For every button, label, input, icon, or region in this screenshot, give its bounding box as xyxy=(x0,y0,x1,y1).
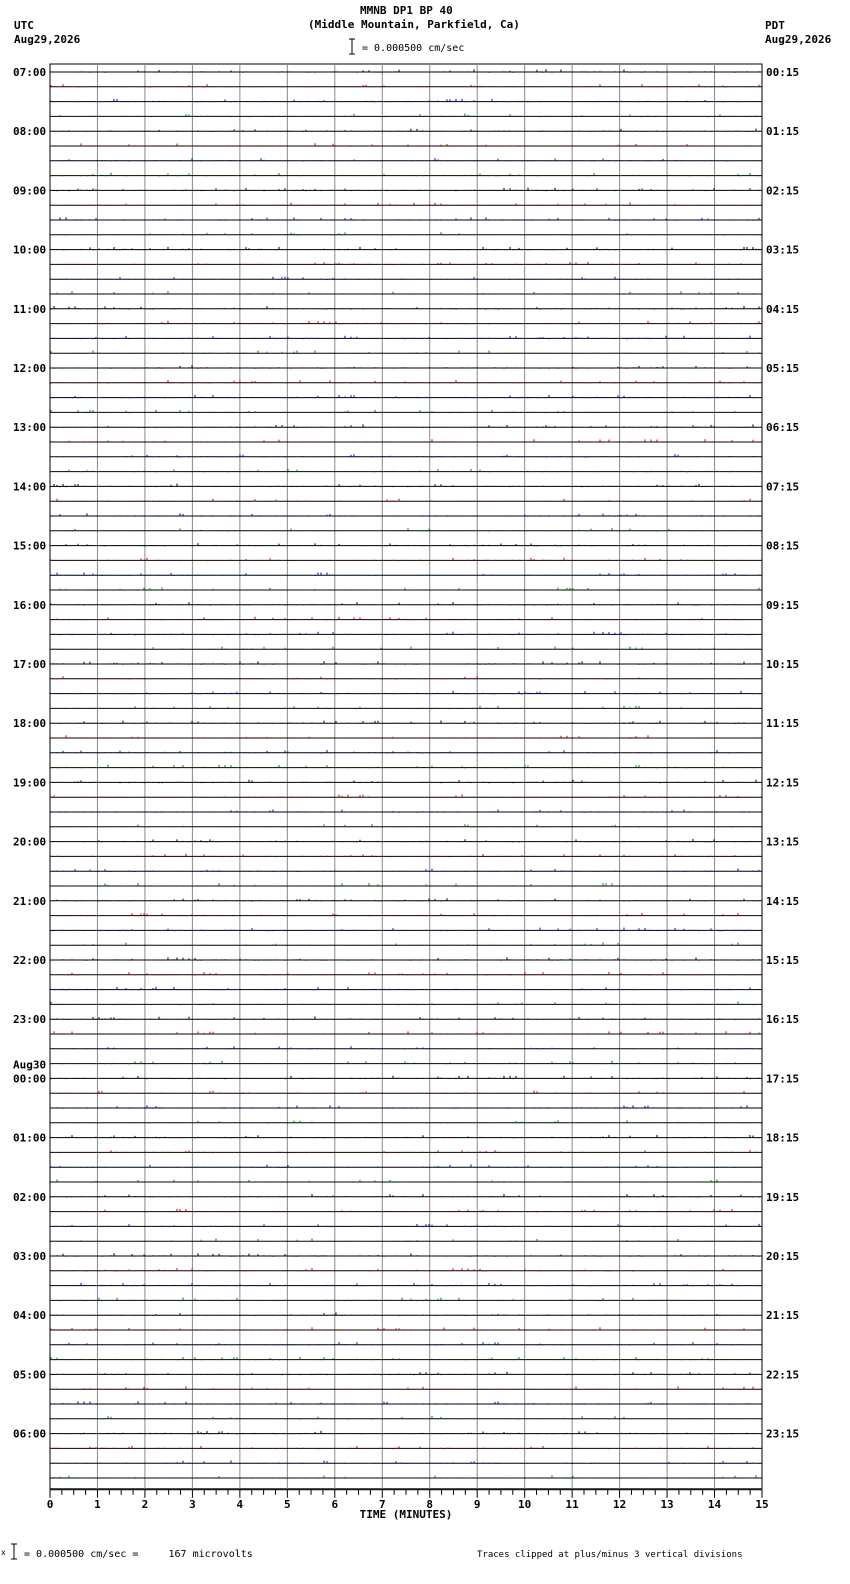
time-tick-label: 1 xyxy=(94,1497,101,1511)
time-tick-label: 5 xyxy=(284,1497,291,1511)
utc-hour-label: 21:00 xyxy=(13,894,47,908)
time-tick-label: 4 xyxy=(236,1497,244,1511)
station-title: MMNB DP1 BP 40 xyxy=(360,4,453,17)
time-tick-label: 8 xyxy=(426,1497,434,1511)
utc-hour-label: 12:00 xyxy=(13,362,47,375)
utc-hour-label: 15:00 xyxy=(13,539,47,553)
time-tick-label: 14 xyxy=(707,1497,722,1511)
utc-hour-label: 20:00 xyxy=(13,835,47,849)
utc-hour-label: 07:00 xyxy=(13,66,47,79)
left-date: Aug29,2026 xyxy=(14,33,81,46)
utc-hour-label: 19:00 xyxy=(13,776,47,790)
pdt-hour-label: 05:15 xyxy=(766,362,800,375)
pdt-hour-label: 04:15 xyxy=(766,302,800,316)
pdt-hour-label: 22:15 xyxy=(766,1368,800,1382)
footer-scale-label: = 0.000500 cm/sec = 167 microvolts xyxy=(24,1549,253,1560)
utc-date-label: Aug30 xyxy=(13,1058,47,1072)
utc-hour-label: 18:00 xyxy=(13,717,47,731)
utc-hour-label: 22:00 xyxy=(13,954,47,967)
pdt-hour-label: 02:15 xyxy=(766,184,800,198)
time-tick-label: 11 xyxy=(565,1497,579,1511)
right-date: Aug29,2026 xyxy=(765,33,832,46)
footer-small-glyph: x xyxy=(1,1548,6,1557)
pdt-hour-label: 21:15 xyxy=(766,1309,800,1323)
utc-hour-label: 06:00 xyxy=(13,1427,47,1441)
pdt-hour-label: 10:15 xyxy=(766,658,800,671)
time-tick-label: 12 xyxy=(612,1497,627,1511)
pdt-hour-label: 14:15 xyxy=(766,894,800,908)
pdt-hour-label: 12:15 xyxy=(766,776,800,790)
pdt-hour-label: 07:15 xyxy=(766,480,800,494)
utc-hour-label: 09:00 xyxy=(13,184,47,198)
footer-scale-bar-icon xyxy=(10,1543,18,1561)
pdt-hour-label: 17:15 xyxy=(766,1072,800,1086)
footer-clip-note: Traces clipped at plus/minus 3 vertical divisions xyxy=(477,1550,743,1560)
utc-hour-label: 05:00 xyxy=(13,1368,47,1382)
plot-frame xyxy=(50,64,762,1489)
time-tick-label: 6 xyxy=(331,1497,339,1511)
pdt-hour-label: 16:15 xyxy=(766,1013,800,1027)
utc-hour-label: 10:00 xyxy=(13,243,47,257)
left-timezone: UTC xyxy=(14,19,34,32)
pdt-hour-label: 08:15 xyxy=(766,539,800,553)
pdt-hour-label: 13:15 xyxy=(766,835,800,849)
utc-hour-label: 02:00 xyxy=(13,1190,47,1204)
right-timezone: PDT xyxy=(765,19,785,32)
utc-hour-label: 16:00 xyxy=(13,598,47,612)
time-tick-label: 2 xyxy=(141,1497,149,1511)
time-tick-label: 0 xyxy=(46,1497,54,1511)
time-tick-label: 15 xyxy=(755,1497,769,1511)
pdt-hour-label: 06:15 xyxy=(766,421,800,435)
pdt-hour-label: 18:15 xyxy=(766,1131,800,1145)
pdt-hour-label: 11:15 xyxy=(766,717,800,731)
pdt-hour-label: 20:15 xyxy=(766,1250,800,1263)
pdt-hour-label: 01:15 xyxy=(766,125,800,139)
time-tick-label: 10 xyxy=(518,1497,532,1511)
location-subtitle: (Middle Mountain, Parkfield, Ca) xyxy=(308,18,520,31)
utc-hour-label: 04:00 xyxy=(13,1309,47,1323)
utc-hour-label: 11:00 xyxy=(13,302,47,316)
utc-hour-label: 14:00 xyxy=(13,480,47,494)
time-tick-label: 3 xyxy=(189,1497,196,1511)
utc-hour-label: 23:00 xyxy=(13,1013,47,1027)
time-axis-title: TIME (MINUTES) xyxy=(359,1507,453,1521)
pdt-hour-label: 00:15 xyxy=(766,66,800,79)
pdt-hour-label: 15:15 xyxy=(766,954,800,967)
pdt-hour-label: 09:15 xyxy=(766,598,800,612)
utc-hour-label: 08:00 xyxy=(13,125,47,139)
utc-hour-label: 03:00 xyxy=(13,1250,47,1263)
time-tick-label: 7 xyxy=(378,1497,386,1511)
utc-hour-label: 01:00 xyxy=(13,1131,47,1145)
scale-label: = 0.000500 cm/sec xyxy=(362,43,465,54)
utc-hour-label: 17:00 xyxy=(13,658,47,671)
time-tick-label: 13 xyxy=(660,1497,674,1511)
utc-hour-label: 13:00 xyxy=(13,421,47,435)
pdt-hour-label: 23:15 xyxy=(766,1427,800,1441)
time-tick-label: 9 xyxy=(473,1497,481,1511)
pdt-hour-label: 03:15 xyxy=(766,243,800,257)
utc-hour-label: 00:00 xyxy=(13,1072,47,1086)
pdt-hour-label: 19:15 xyxy=(766,1190,800,1204)
